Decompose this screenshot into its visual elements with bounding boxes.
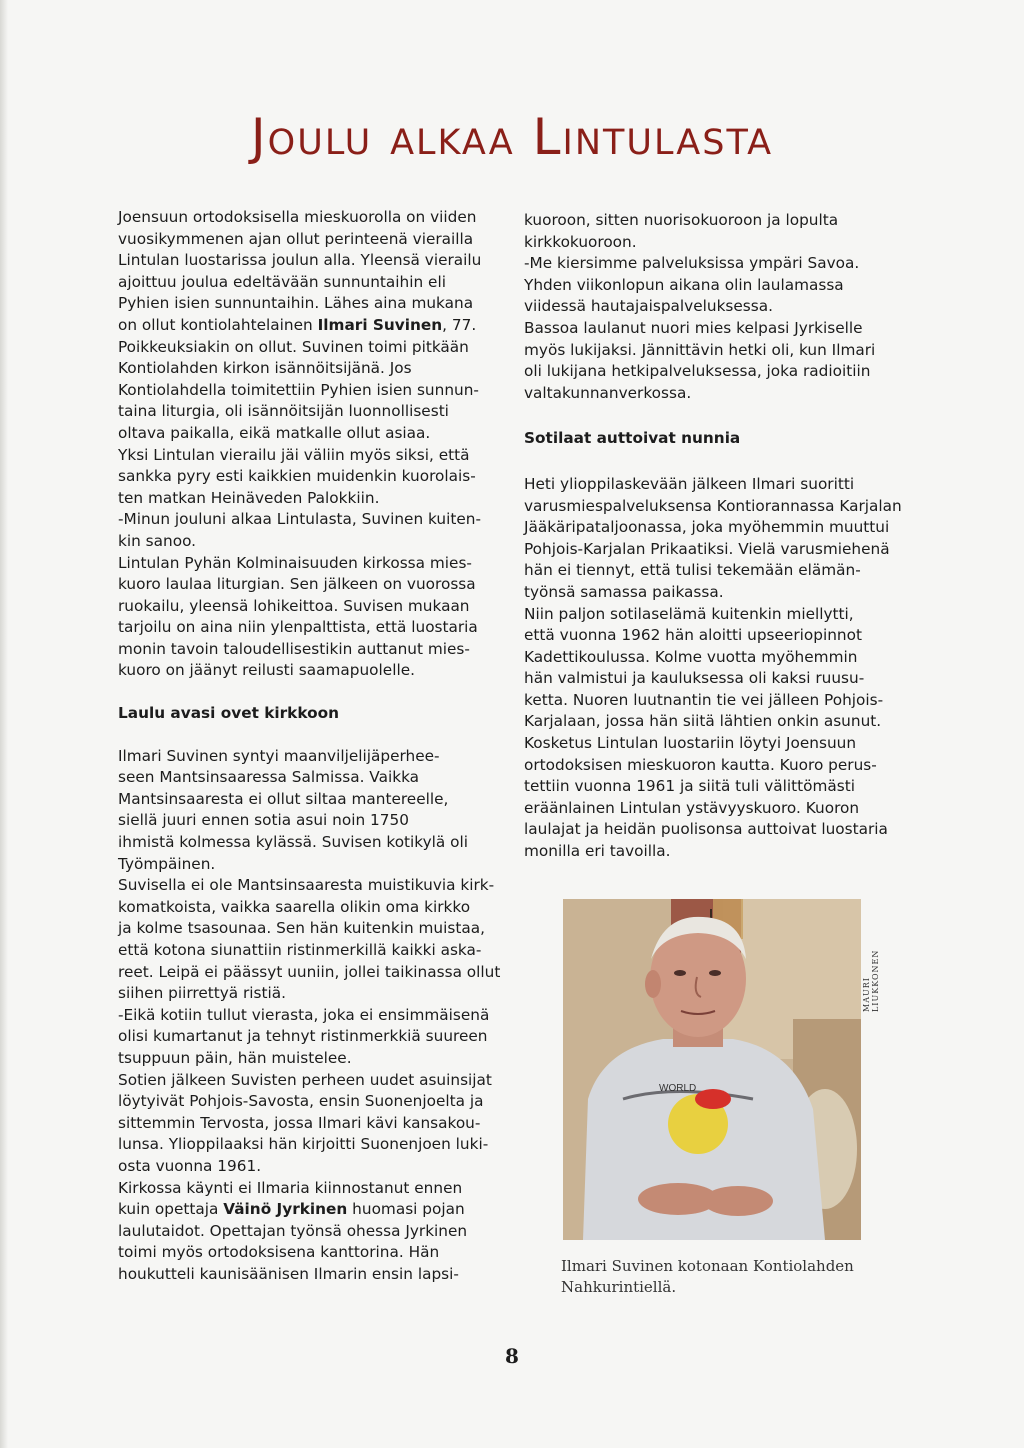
text-line: siellä juuri ennen sotia asui noin 1750 <box>118 811 409 830</box>
page-number: 8 <box>505 1344 519 1368</box>
text-line: Jääkäripataljoonassa, joka myöhemmin muuttui <box>524 518 890 537</box>
text-line: löytyivät Pohjois-Savosta, ensin Suonenjoelta ja <box>118 1092 484 1111</box>
text-line: Poikkeuksiakin on ollut. Suvinen toimi pitkään <box>118 337 469 356</box>
text-line: kirkkokuoroon. <box>524 232 637 251</box>
text-line: Pyhien isien sunnuntaihin. Lähes aina mukana <box>118 294 474 313</box>
text-line: ajoittuu joulua edeltävään sunnuntaihin eli <box>118 272 446 291</box>
text-line: sankka pyry esti kaikkien muidenkin kuorolais- <box>118 467 476 486</box>
text-run: huomasi pojan <box>347 1200 465 1219</box>
text-line: kin sanoo. <box>118 531 197 550</box>
text-line: Pohjois-Karjalan Prikaatiksi. Vielä varusmiehenä <box>524 539 890 558</box>
text-line: ja kolme tsasounaa. Sen hän kuitenkin muistaa, <box>118 919 485 938</box>
text-line: Joensuun ortodoksisella mieskuorolla on viiden <box>118 208 477 226</box>
right-column <box>524 210 902 863</box>
text-line: Yksi Lintulan vierailu jäi väliin myös siksi, että <box>118 445 470 464</box>
photo-credit: MAURI LIUKKONEN <box>862 949 880 1012</box>
text-line: tsuppuun päin, hän muistelee. <box>118 1048 352 1067</box>
text-line: eräänlainen Lintulan ystävyyskuoro. Kuoron <box>524 798 860 817</box>
portrait-illustration <box>563 899 861 1240</box>
person-name: Väinö Jyrkinen <box>223 1200 348 1219</box>
text-line: seen Mantsinsaaressa Salmissa. Vaikka <box>118 768 420 787</box>
text-line: Niin paljon sotilaselämä kuitenkin miellytti, <box>524 604 854 623</box>
text-line: tarjoilu on aina niin ylenpalttista, että luostaria <box>118 618 478 637</box>
text-line: ruokailu, yleensä lohikeittoa. Suvisen mukaan <box>118 596 470 615</box>
text-line: houkutteli kaunisäänisen Ilmarin ensin lapsi- <box>118 1264 459 1283</box>
section-heading: Laulu avasi ovet kirkkoon <box>118 704 340 723</box>
sweater-print: WORLD <box>659 1083 697 1094</box>
text-line: monin tavoin taloudellisestikin auttanut mies- <box>118 639 470 658</box>
text-line: oli lukijana hetkipalveluksessa, joka radioitiin <box>524 362 871 381</box>
text-line: Kadettikoulussa. Kolme vuotta myöhemmin <box>524 647 858 666</box>
photo-caption: Ilmari Suvinen kotonaan Kontiolahden Nahkurintiellä. <box>561 1257 854 1296</box>
page-edge <box>0 0 8 1448</box>
paragraph-line <box>118 315 508 337</box>
person-name: Ilmari Suvinen <box>317 315 443 334</box>
text-line: -Minun jouluni alkaa Lintulasta, Suvinen kuiten- <box>118 510 481 529</box>
text-line: Kirkossa käynti ei Ilmaria kiinnostanut ennen <box>118 1178 463 1197</box>
text-run: kuin opettaja <box>118 1200 224 1219</box>
text-line: -Eikä kotiin tullut vierasta, joka ei ensimmäisenä <box>118 1005 490 1024</box>
text-run: on ollut kontiolahtelainen <box>118 315 318 334</box>
text-line: hän valmistui ja kauluksessa oli kaksi ruusu- <box>524 669 865 688</box>
text-line: Yhden viikonlopun aikana olin laulamassa <box>524 275 844 294</box>
text-line: Kontiolahdella toimitettiin Pyhien isien sunnun- <box>118 380 479 399</box>
text-line: laulutaidot. Opettajan työnsä ohessa Jyrkinen <box>118 1221 468 1240</box>
text-line: Bassoa laulanut nuori mies kelpasi Jyrkiselle <box>524 318 863 337</box>
text-line: ketta. Nuoren luutnantin tie vei jälleen Pohjois- <box>524 690 884 709</box>
text-line: Lintulan luostarissa joulun alla. Yleensä vierailu <box>118 251 482 270</box>
text-line: Kontiolahden kirkon isännöitsijänä. Jos <box>118 359 412 378</box>
text-line: osta vuonna 1961. <box>118 1156 262 1175</box>
article-title: Joulu alkaa Lintulasta <box>250 108 774 166</box>
text-line: varusmiespalveluksensa Kontiorannassa Karjalan <box>524 496 902 515</box>
text-line: taina liturgia, oli isännöitsijän luonnollisesti <box>118 402 449 421</box>
text-line: Lintulan Pyhän Kolminaisuuden kirkossa mies- <box>118 553 472 572</box>
text-run: , 77. <box>442 315 477 334</box>
text-line: ihmistä kolmessa kylässä. Suvisen kotikylä oli <box>118 833 469 852</box>
text-line: olisi kumartanut ja tehnyt ristinmerkkiä suureen <box>118 1027 488 1046</box>
text-line: ten matkan Heinäveden Palokkiin. <box>118 488 380 507</box>
text-line: Mantsinsaaresta ei ollut siltaa mantereelle, <box>118 789 449 808</box>
text-line: että vuonna 1962 hän aloitti upseeriopinnot <box>524 626 862 645</box>
text-line: reet. Leipä ei päässyt uuniin, jollei taikinassa ollut <box>118 962 501 981</box>
text-line: kuoro laulaa liturgian. Sen jälkeen on vuorossa <box>118 575 476 594</box>
text-line: oltava paikalla, eikä matkalle ollut asiaa. <box>118 423 431 442</box>
text-line: kuoroon, sitten nuorisokuoroon ja lopulta <box>524 211 839 229</box>
text-line: Suvisella ei ole Mantsinsaaresta muistikuvia kirk- <box>118 876 495 895</box>
text-line: lunsa. Ylioppilaaksi hän kirjoitti Suonenjoen luki- <box>118 1135 489 1154</box>
text-line: monilla eri tavoilla. <box>524 842 671 861</box>
text-line: Heti ylioppilaskevään jälkeen Ilmari suoritti <box>524 474 855 493</box>
text-line: Ilmari Suvinen syntyi maanviljelijäperhee- <box>118 746 440 765</box>
text-line: kuoro on jäänyt reilusti saamapuolelle. <box>118 661 415 680</box>
text-line: siihen piirrettyä ristiä. <box>118 984 287 1003</box>
text-line: valtakunnanverkossa. <box>524 383 692 402</box>
text-line: vuosikymmenen ajan ollut perinteenä vierailla <box>118 229 474 248</box>
text-line: työnsä samassa paikassa. <box>524 582 724 601</box>
text-line: laulajat ja heidän puolisonsa auttoivat luostaria <box>524 820 888 839</box>
left-column <box>118 207 508 1286</box>
text-line: Työmpäinen. <box>118 854 216 873</box>
text-line: tettiin vuonna 1961 ja siitä tuli välittömästi <box>524 777 856 796</box>
text-line: viidessä hautajaispalveluksessa. <box>524 297 773 316</box>
text-line: että kotona siunattiin ristinmerkillä kaikki aska- <box>118 941 482 959</box>
text-line: -Me kiersimme palveluksissa ympäri Savoa. <box>524 254 860 273</box>
text-line: sittemmin Tervosta, jossa Ilmari kävi kansakou- <box>118 1113 481 1132</box>
text-line: hän ei tiennyt, että tulisi tekemään elämän- <box>524 561 861 580</box>
text-line: toimi myös ortodoksisena kanttorina. Hän <box>118 1243 440 1262</box>
paragraph-line <box>118 1199 508 1221</box>
section-heading: Sotilaat auttoivat nunnia <box>524 429 741 448</box>
text-line: komatkoista, vaikka saarella olikin oma kirkko <box>118 897 471 916</box>
text-line: Karjalaan, jossa hän siitä lähtien onkin asunut. <box>524 712 882 731</box>
portrait-photo <box>563 899 861 1240</box>
text-line: ortodoksisen mieskuoron kautta. Kuoro perus- <box>524 755 877 774</box>
text-line: myös lukijaksi. Jännittävin hetki oli, kun Ilmari <box>524 340 876 359</box>
text-line: Sotien jälkeen Suvisten perheen uudet asuinsijat <box>118 1070 492 1089</box>
text-line: Kosketus Lintulan luostariin löytyi Joensuun <box>524 734 857 753</box>
